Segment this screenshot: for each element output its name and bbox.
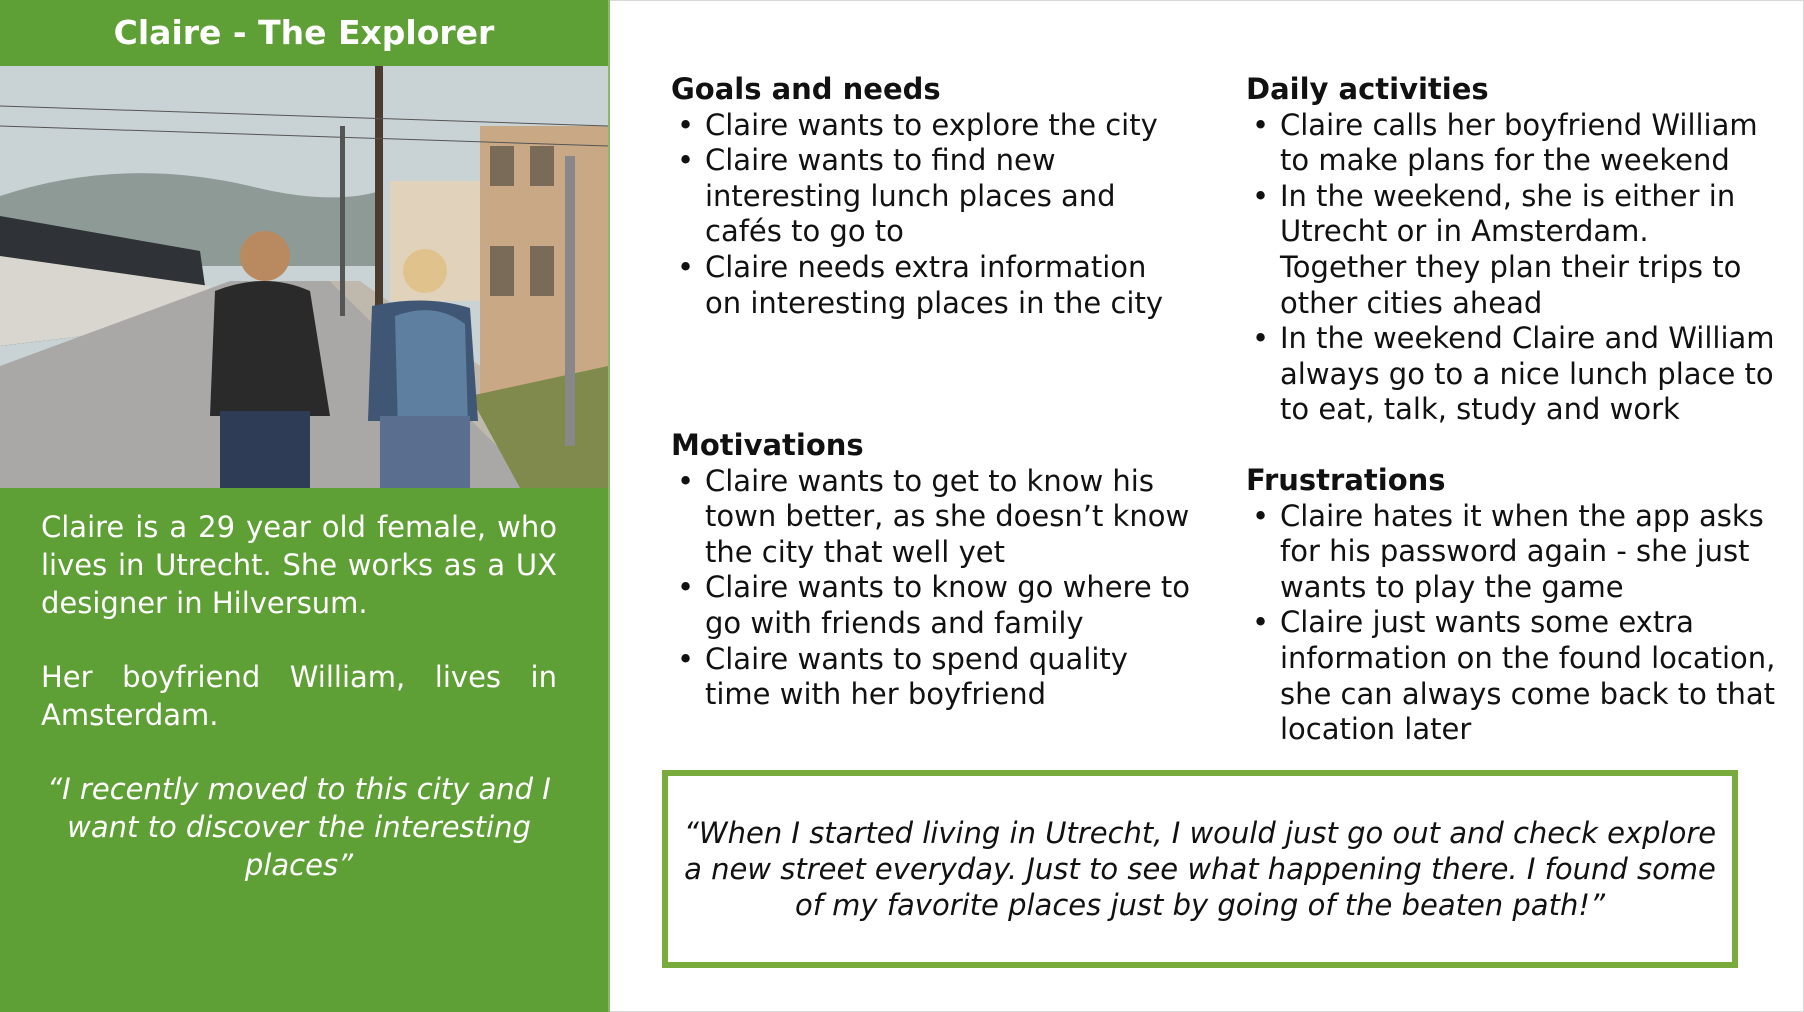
main-quote: “When I started living in Utrecht, I would just go out and check explore a new street everyday. Just to see what happening there. I found some of my favorite places just by going of the beaten path!” (683, 816, 1717, 922)
list-item: • Claire needs extra information on interesting places in the city (671, 250, 1191, 321)
list-item: • In the weekend Claire and William always go to a nice lunch place to to eat, talk, study and work (1246, 321, 1776, 428)
bio-paragraph: Claire is a 29 year old female, who lives in Utrecht. She works as a UX designer in Hilversum. (41, 510, 557, 620)
list-item: • Claire wants to know go where to go with friends and family (671, 570, 1196, 641)
street-photo-illustration (0, 66, 608, 488)
list-item: • Claire wants to spend quality time with her boyfriend (671, 642, 1196, 713)
motivations-heading: Motivations (671, 428, 864, 462)
frustrations-heading: Frustrations (1246, 463, 1446, 497)
bio-paragraph: Her boyfriend William, lives in Amsterdam. (41, 660, 557, 732)
goals-section (671, 72, 1191, 321)
persona-bio (41, 508, 557, 920)
persona-quote: “I recently moved to this city and I want to discover the interesting places” (47, 772, 551, 882)
list-item: • Claire calls her boyfriend William to make plans for the weekend (1246, 108, 1776, 179)
list-item: • Claire wants to get to know his town better, as she doesn’t know the city that well yet (671, 464, 1196, 571)
list-item: • In the weekend, she is either in Utrecht or in Amsterdam. Together they plan their trips to other cities ahead (1246, 179, 1776, 321)
goals-heading: Goals and needs (671, 72, 941, 106)
frustrations-section (1246, 463, 1776, 748)
persona-title: Claire - The Explorer (113, 12, 495, 52)
persona-sidebar (0, 0, 608, 1012)
list-item: • Claire wants to explore the city (671, 108, 1191, 144)
list-item: • Claire wants to find new interesting lunch places and cafés to go to (671, 143, 1191, 250)
quote-box (662, 770, 1738, 968)
daily-activities-section (1246, 72, 1776, 428)
list-item: • Claire just wants some extra information on the found location, she can always come back to that location later (1246, 605, 1776, 747)
motivations-section (671, 428, 1196, 713)
list-item: • Claire hates it when the app asks for his password again - she just wants to play the game (1246, 499, 1776, 606)
daily-activities-heading: Daily activities (1246, 72, 1489, 106)
persona-photo (0, 66, 608, 488)
